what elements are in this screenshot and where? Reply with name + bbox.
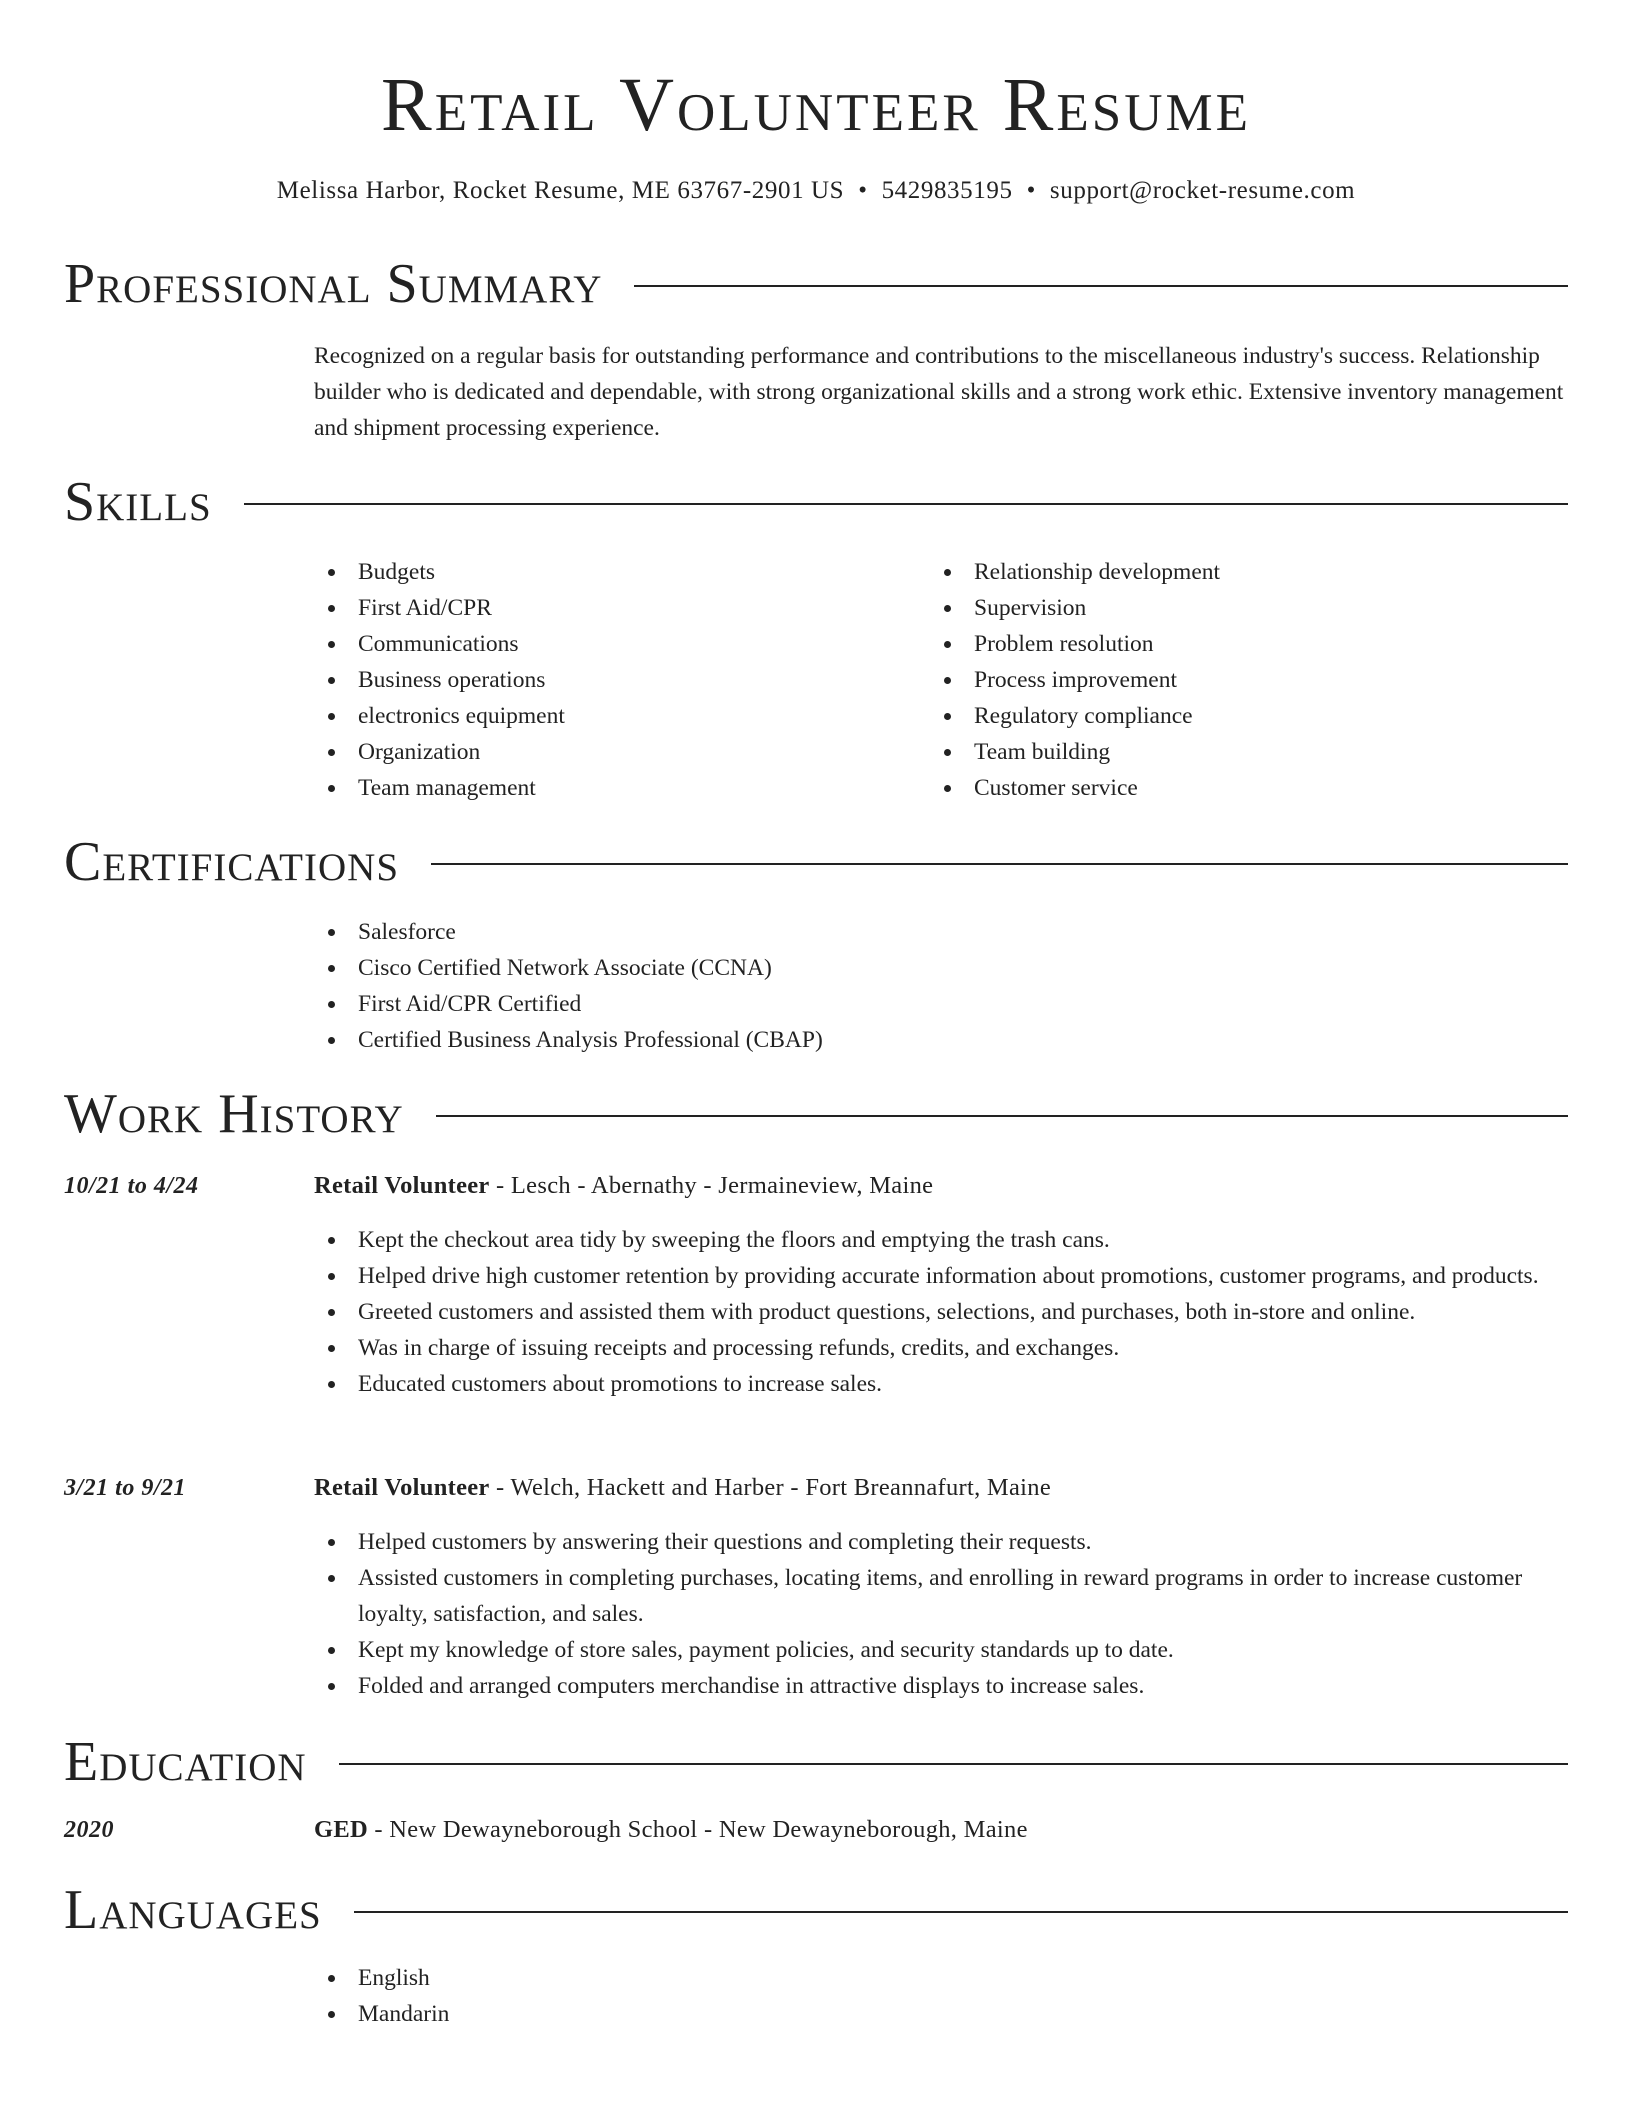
- languages-heading: Languages: [64, 1879, 322, 1941]
- contact-separator: •: [858, 177, 868, 204]
- languages-section-header: [64, 1878, 1568, 1942]
- education-heading: Education: [64, 1731, 307, 1793]
- list-item: Folded and arranged computers merchandise in attractive displays to increase sales.: [314, 1668, 1568, 1704]
- list-item: Regulatory compliance: [930, 698, 1546, 734]
- list-item: First Aid/CPR: [314, 590, 930, 626]
- contact-phone: 5429835195: [881, 177, 1013, 204]
- job-employer: - Lesch - Abernathy - Jermaineview, Maine: [489, 1172, 934, 1199]
- education-degree: GED: [314, 1816, 368, 1843]
- skills-column-left: [314, 554, 930, 806]
- summary-section-header: [64, 252, 1568, 316]
- job-dates: 3/21 to 9/21: [64, 1475, 187, 1501]
- list-item: Was in charge of issuing receipts and processing refunds, credits, and exchanges.: [314, 1330, 1568, 1366]
- list-item: Kept my knowledge of store sales, payment policies, and security standards up to date.: [314, 1632, 1568, 1668]
- job-title: Retail Volunteer: [314, 1172, 490, 1199]
- list-item: Greeted customers and assisted them with product questions, selections, and purchases, both in-store and online.: [314, 1294, 1568, 1330]
- contact-address: Melissa Harbor, Rocket Resume, ME 63767-2901 US: [276, 177, 845, 204]
- list-item: Salesforce: [314, 914, 1568, 950]
- section-divider: [436, 1115, 1568, 1117]
- list-item: Customer service: [930, 770, 1546, 806]
- section-divider: [634, 285, 1568, 287]
- skills-section-header: [64, 470, 1568, 534]
- contact-email: support@rocket-resume.com: [1049, 177, 1356, 204]
- list-item: Relationship development: [930, 554, 1546, 590]
- job-header: [314, 1470, 1568, 1506]
- list-item: Business operations: [314, 662, 930, 698]
- education-year: 2020: [64, 1817, 114, 1843]
- skills-column-right: [930, 554, 1546, 806]
- education-entry: [314, 1812, 1568, 1848]
- summary-heading: Professional Summary: [64, 253, 603, 315]
- list-item: Organization: [314, 734, 930, 770]
- page-title: Retail Volunteer Resume: [381, 63, 1251, 147]
- work-section-header: [64, 1082, 1568, 1146]
- list-item: Certified Business Analysis Professional (CBAP): [314, 1022, 1568, 1058]
- summary-text: Recognized on a regular basis for outstanding performance and contributions to the miscellaneous industry's success. Relationship builder who is dedicated and dependable, with strong organizational skills and a strong work ethic. Extensive inventory management and shipment processing experience.: [314, 343, 1564, 441]
- skills-heading: Skills: [64, 471, 212, 533]
- list-item: Communications: [314, 626, 930, 662]
- contact-separator: •: [1026, 177, 1036, 204]
- job-bullets: [314, 1524, 1568, 1704]
- list-item: Team building: [930, 734, 1546, 770]
- list-item: electronics equipment: [314, 698, 930, 734]
- job-bullets: [314, 1222, 1568, 1402]
- education-school: - New Dewayneborough School - New Dewayneborough, Maine: [368, 1816, 1028, 1843]
- job-title: Retail Volunteer: [314, 1474, 490, 1501]
- skills-list: [314, 554, 1568, 806]
- certifications-heading: Certifications: [64, 831, 400, 893]
- contact-line: [0, 174, 1632, 208]
- list-item: Supervision: [930, 590, 1546, 626]
- section-divider: [244, 503, 1568, 505]
- job-employer: - Welch, Hackett and Harber - Fort Breannafurt, Maine: [489, 1474, 1052, 1501]
- list-item: Helped customers by answering their questions and completing their requests.: [314, 1524, 1568, 1560]
- section-divider: [354, 1911, 1568, 1913]
- list-item: Educated customers about promotions to increase sales.: [314, 1366, 1568, 1402]
- list-item: Kept the checkout area tidy by sweeping the floors and emptying the trash cans.: [314, 1222, 1568, 1258]
- work-heading: Work History: [64, 1083, 404, 1145]
- list-item: Team management: [314, 770, 930, 806]
- certifications-list: [314, 914, 1568, 1058]
- list-item: Process improvement: [930, 662, 1546, 698]
- list-item: Assisted customers in completing purchases, locating items, and enrolling in reward programs in order to increase customer loyalty, satisfaction, and sales.: [314, 1560, 1568, 1632]
- list-item: Budgets: [314, 554, 930, 590]
- section-divider: [431, 863, 1568, 865]
- languages-list: [314, 1960, 1568, 2032]
- certifications-section-header: [64, 830, 1568, 894]
- list-item: First Aid/CPR Certified: [314, 986, 1568, 1022]
- list-item: Cisco Certified Network Associate (CCNA): [314, 950, 1568, 986]
- list-item: Problem resolution: [930, 626, 1546, 662]
- job-header: [314, 1168, 1568, 1204]
- section-divider: [339, 1763, 1568, 1765]
- list-item: English: [314, 1960, 1568, 1996]
- list-item: Helped drive high customer retention by providing accurate information about promotions, customer programs, and products.: [314, 1258, 1568, 1294]
- list-item: Mandarin: [314, 1996, 1568, 2032]
- education-section-header: [64, 1730, 1568, 1794]
- job-dates: 10/21 to 4/24: [64, 1173, 199, 1199]
